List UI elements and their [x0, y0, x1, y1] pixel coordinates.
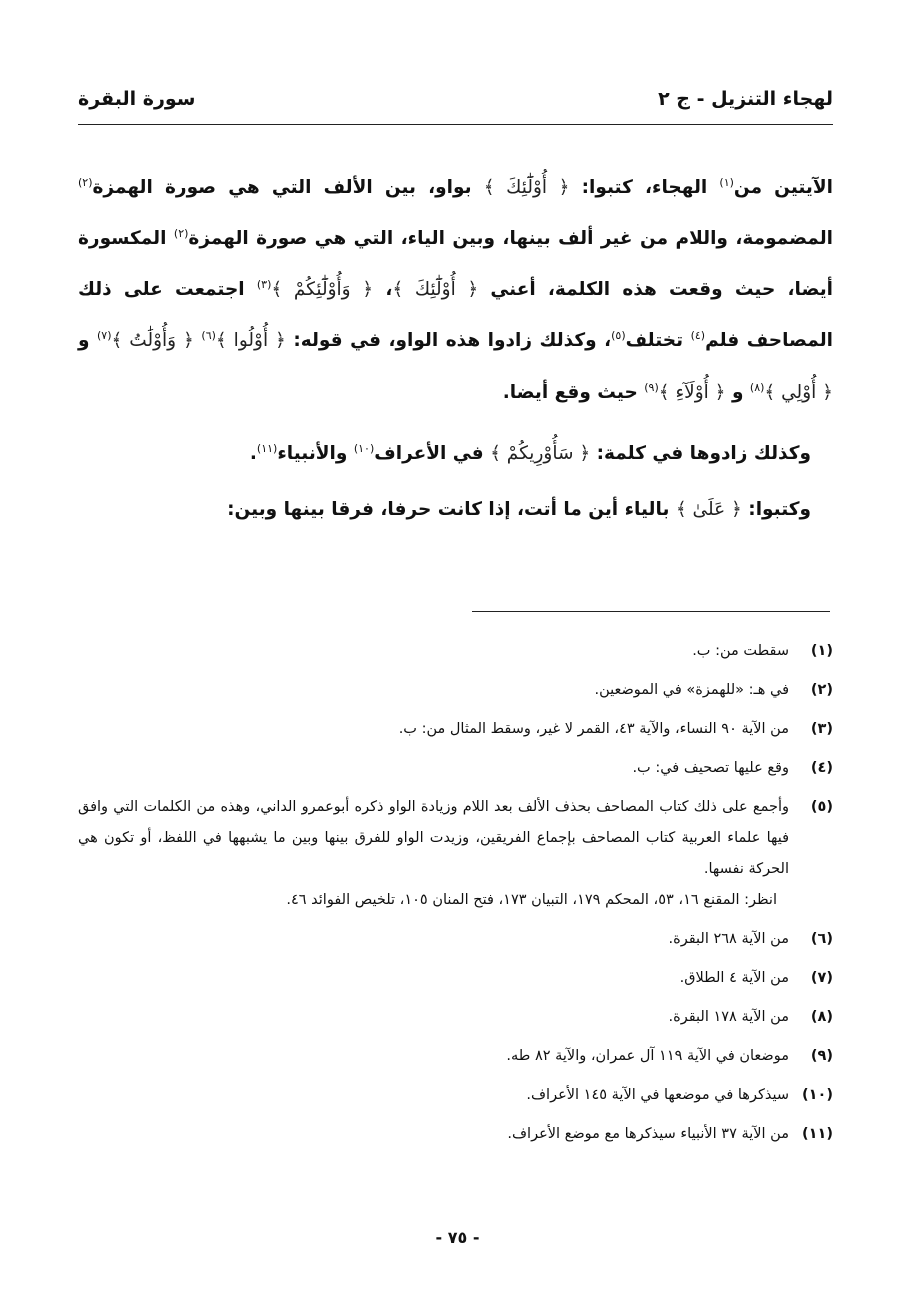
text-run: تختلف	[625, 330, 691, 352]
footnote-item	[78, 1002, 833, 1033]
footnote-number: (١٠)	[802, 1087, 833, 1103]
footnote-text: من الآية ٢٦٨ البقرة.	[668, 931, 789, 947]
footnote-ref: (٨)	[749, 380, 765, 394]
header-divider	[78, 124, 833, 125]
footnote-ref: (١١)	[256, 441, 278, 455]
footnote-item	[78, 714, 833, 745]
footnote-text: من الآية ١٧٨ البقرة.	[668, 1009, 789, 1025]
footnote-number: (٦)	[810, 931, 833, 947]
footnote-number: (٣)	[810, 721, 833, 737]
text-run: اجتمعت على ذلك المصاحف فلم	[78, 279, 833, 352]
text-run: .	[249, 442, 257, 464]
text-run: وكذلك زادوها في كلمة:	[590, 442, 811, 464]
footnote-ref: (٢)	[173, 227, 189, 241]
text-run: الهجاء، كتبوا:	[569, 177, 720, 199]
text-run: في الأعراف	[374, 442, 491, 464]
footnote-item	[78, 753, 833, 784]
text-run: والأنبياء	[277, 442, 354, 464]
footnote-number: (٥)	[810, 799, 833, 815]
footnote-text: وأجمع على ذلك كتاب المصاحف بحذف الألف بعد اللام وزيادة الواو ذكره أبوعمرو الداني، وهذه من الكلمات التي وافق فيها علماء العربية كتاب المصاحف بإجماع الفريقين، وزيدت الواو للفرق بينها وبين ما يشبهها في اللفظ، أو تكون هي الحركة نفسها.	[78, 799, 789, 877]
text-run: الآيتين من	[733, 177, 833, 199]
quran-word: ﴿ وَأُوْلَٰتُ ﴾	[111, 330, 194, 352]
page-number: - ٧٥ -	[435, 1228, 480, 1247]
footnote-text: من الآية ٣٧ الأنبياء سيذكرها مع موضع الأعراف.	[507, 1126, 789, 1142]
footnote-reference: انظر: المقنع ١٦، ٥٣، المحكم ١٧٩، التبيان ١٧٣، فتح المنان ١٠٥، تلخيص الفوائد ٤٦.	[286, 892, 777, 908]
footnote-number: (٢)	[810, 682, 833, 698]
footnote-item	[78, 1080, 833, 1111]
main-text	[78, 160, 833, 533]
text-run: بالياء أين ما أتت، إذا كانت حرفا، فرقا بينها وبين:	[227, 498, 676, 520]
footnote-ref: (٣)	[256, 278, 272, 292]
footnote-item	[78, 675, 833, 706]
footnote-text: من الآية ٩٠ النساء، والآية ٤٣، القمر لا غير، وسقط المثال من: ب.	[398, 721, 789, 737]
footnote-ref: (٢)	[78, 176, 93, 189]
footnote-number: (٧)	[810, 970, 833, 986]
footnote-number: (١)	[810, 643, 833, 659]
footnote-item	[78, 636, 833, 667]
footnote-item	[78, 924, 833, 955]
footnote-ref: (١٠)	[353, 441, 375, 455]
quran-word: ﴿ أُوْلَٰٓئِكَ ﴾	[483, 177, 570, 199]
paragraph-1	[78, 160, 833, 416]
paragraph-2	[78, 426, 833, 477]
footnote-item	[78, 1041, 833, 1072]
running-header	[78, 84, 833, 120]
footnote-text: موضعان في الآية ١١٩ آل عمران، والآية ٨٢ طه.	[506, 1048, 789, 1064]
footnote-ref: (١)	[719, 176, 734, 189]
footnote-item	[78, 792, 833, 916]
footnote-number: (١١)	[802, 1126, 833, 1142]
footnote-number: (٨)	[810, 1009, 833, 1025]
footnote-text: سيذكرها في موضعها في الآية ١٤٥ الأعراف.	[526, 1087, 789, 1103]
footnotes	[78, 636, 833, 1158]
quran-word: ﴿ وَأُوْلَٰٓئِكُمْ ﴾	[271, 279, 374, 301]
text-run: و	[78, 330, 97, 352]
quran-word: ﴿ أُوْلِي ﴾	[764, 381, 833, 403]
text-run: وكتبوا:	[741, 498, 811, 520]
footnote-item	[78, 963, 833, 994]
quran-word: ﴿ أُوْلَآءِ ﴾	[658, 381, 726, 403]
footnote-number: (٤)	[810, 760, 833, 776]
text-run: حيث وقع أيضا.	[502, 381, 645, 403]
text-run: المضمومة، واللام من غير ألف بينها، وبين الياء، التي هي صورة الهمزة	[188, 228, 833, 250]
footnote-ref: (٧)	[97, 329, 112, 343]
text-run: و	[725, 381, 750, 403]
book-title: لهجاء التنزيل - ج ٢	[658, 88, 833, 110]
footnote-text: في هـ: «للهمزة» في الموضعين.	[594, 682, 789, 698]
footnote-divider	[472, 611, 830, 612]
text-run: ،	[373, 279, 393, 301]
footnote-number: (٩)	[810, 1048, 833, 1064]
footnote-item	[78, 1119, 833, 1150]
text-run: المكسورة أيضا، حيث وقعت هذه الكلمة، أعني	[78, 228, 833, 301]
surah-title: سورة البقرة	[78, 88, 196, 110]
footnote-text: وقع عليها تصحيف في: ب.	[632, 760, 789, 776]
paragraph-3	[78, 487, 833, 533]
quran-word: ﴿ عَلَىٰ ﴾	[675, 498, 742, 520]
footnote-text: سقطت من: ب.	[692, 643, 789, 659]
quran-word: ﴿ أُوْلَٰٓئِكَ ﴾	[392, 279, 479, 301]
footnote-ref: (٥)	[611, 329, 626, 343]
footnote-ref: (٦)	[201, 329, 216, 343]
footnote-ref: (٩)	[644, 380, 659, 394]
quran-word: ﴿ سَأُوْرِيكُمْ ﴾	[490, 442, 591, 464]
text-run: ، وكذلك زادوا هذه الواو، في قوله:	[285, 330, 612, 352]
footnote-ref: (٤)	[690, 329, 706, 343]
quran-word: ﴿ أُوْلُوا ﴾	[215, 330, 286, 352]
footnote-text: من الآية ٤ الطلاق.	[679, 970, 789, 986]
text-run: بواو، بين الألف التي هي صورة الهمزة	[92, 177, 484, 199]
